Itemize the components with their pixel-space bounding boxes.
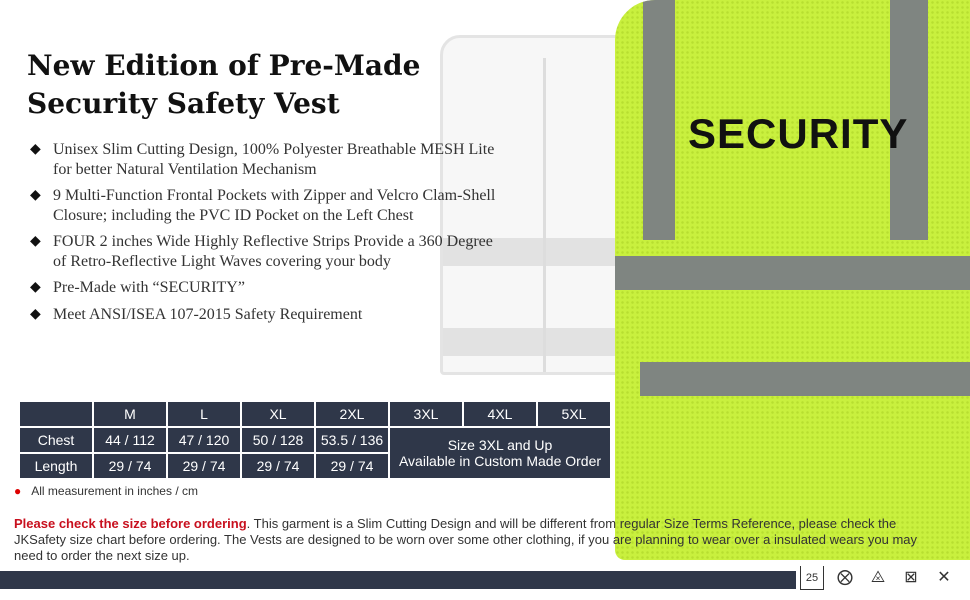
size-chart (18, 400, 612, 480)
red-dot-icon: ● (14, 484, 22, 498)
size-warning (14, 516, 944, 564)
diamond-bullet-icon: ◆ (30, 142, 41, 157)
care-icons (800, 566, 956, 590)
feature-item (30, 232, 510, 271)
diamond-bullet-icon: ◆ (30, 280, 41, 295)
warning-text: . This garment is a Slim Cutting Design and will be different from regular Size Terms Reference, please check the JKSafety size chart before ordering. The Vests are designed to be worn over some other clothing, if you are planning to wear over a insulated wears you may need to order the next size up. (14, 516, 918, 563)
custom-order-note (390, 428, 610, 478)
header-cell: 2XL (316, 402, 388, 426)
feature-item (30, 186, 510, 225)
header-cell: 4XL (464, 402, 536, 426)
wash-25-icon: 25 (800, 566, 824, 590)
table-cell: 29 / 74 (168, 454, 240, 478)
feature-item (30, 278, 510, 298)
security-vest-image (615, 0, 970, 560)
custom-note-line: Size 3XL and Up (447, 437, 553, 453)
feature-text: FOUR 2 inches Wide Highly Reflective Strips Provide a 360 Degree of Retro-Reflective Light Waves covering your body (53, 233, 493, 270)
measurement-note (14, 484, 198, 498)
feature-text: Meet ANSI/ISEA 107-2015 Safety Requirement (53, 305, 363, 323)
table-cell: 44 / 112 (94, 428, 166, 452)
do-not-tumble-dry-icon: ⊠ (904, 569, 918, 586)
row-label: Length (20, 454, 92, 478)
do-not-bleach-icon: ⨂ (837, 569, 853, 586)
table-cell: 50 / 128 (242, 428, 314, 452)
diamond-bullet-icon: ◆ (30, 188, 41, 203)
header-cell (20, 402, 92, 426)
table-cell: 29 / 74 (242, 454, 314, 478)
feature-item (30, 140, 510, 179)
title-line-1: New Edition of Pre-Made (27, 49, 421, 82)
header-cell: 5XL (538, 402, 610, 426)
table-header-row (20, 402, 610, 426)
diamond-bullet-icon: ◆ (30, 234, 41, 249)
feature-list (30, 140, 510, 331)
vest-security-text: SECURITY (688, 110, 909, 157)
header-cell: XL (242, 402, 314, 426)
title-line-2: Security Safety Vest (27, 87, 340, 120)
table-cell: 47 / 120 (168, 428, 240, 452)
table-row (20, 428, 610, 452)
custom-note-line: Available in Custom Made Order (398, 453, 602, 469)
feature-text: Unisex Slim Cutting Design, 100% Polyester Breathable MESH Lite for better Natural Ventilation Mechanism (53, 141, 495, 178)
feature-text: 9 Multi-Function Frontal Pockets with Zipper and Velcro Clam-Shell Closure; including the PVC ID Pocket on the Left Chest (53, 187, 496, 224)
diamond-bullet-icon: ◆ (30, 306, 41, 322)
header-cell: L (168, 402, 240, 426)
header-cell: 3XL (390, 402, 462, 426)
row-label: Chest (20, 428, 92, 452)
table-cell: 53.5 / 136 (316, 428, 388, 452)
feature-text: Pre-Made with “SECURITY” (53, 279, 245, 296)
do-not-bleach-triangle-icon: ⨻ (870, 569, 886, 586)
header-cell: M (94, 402, 166, 426)
footer-bar (0, 571, 796, 589)
do-not-iron-icon: ✕ (937, 569, 951, 586)
feature-item (30, 305, 510, 325)
warning-bold: Please check the size before ordering (14, 516, 247, 531)
table-cell: 29 / 74 (316, 454, 388, 478)
measurement-note-text: All measurement in inches / cm (31, 484, 198, 498)
page-title (27, 47, 420, 123)
table-cell: 29 / 74 (94, 454, 166, 478)
